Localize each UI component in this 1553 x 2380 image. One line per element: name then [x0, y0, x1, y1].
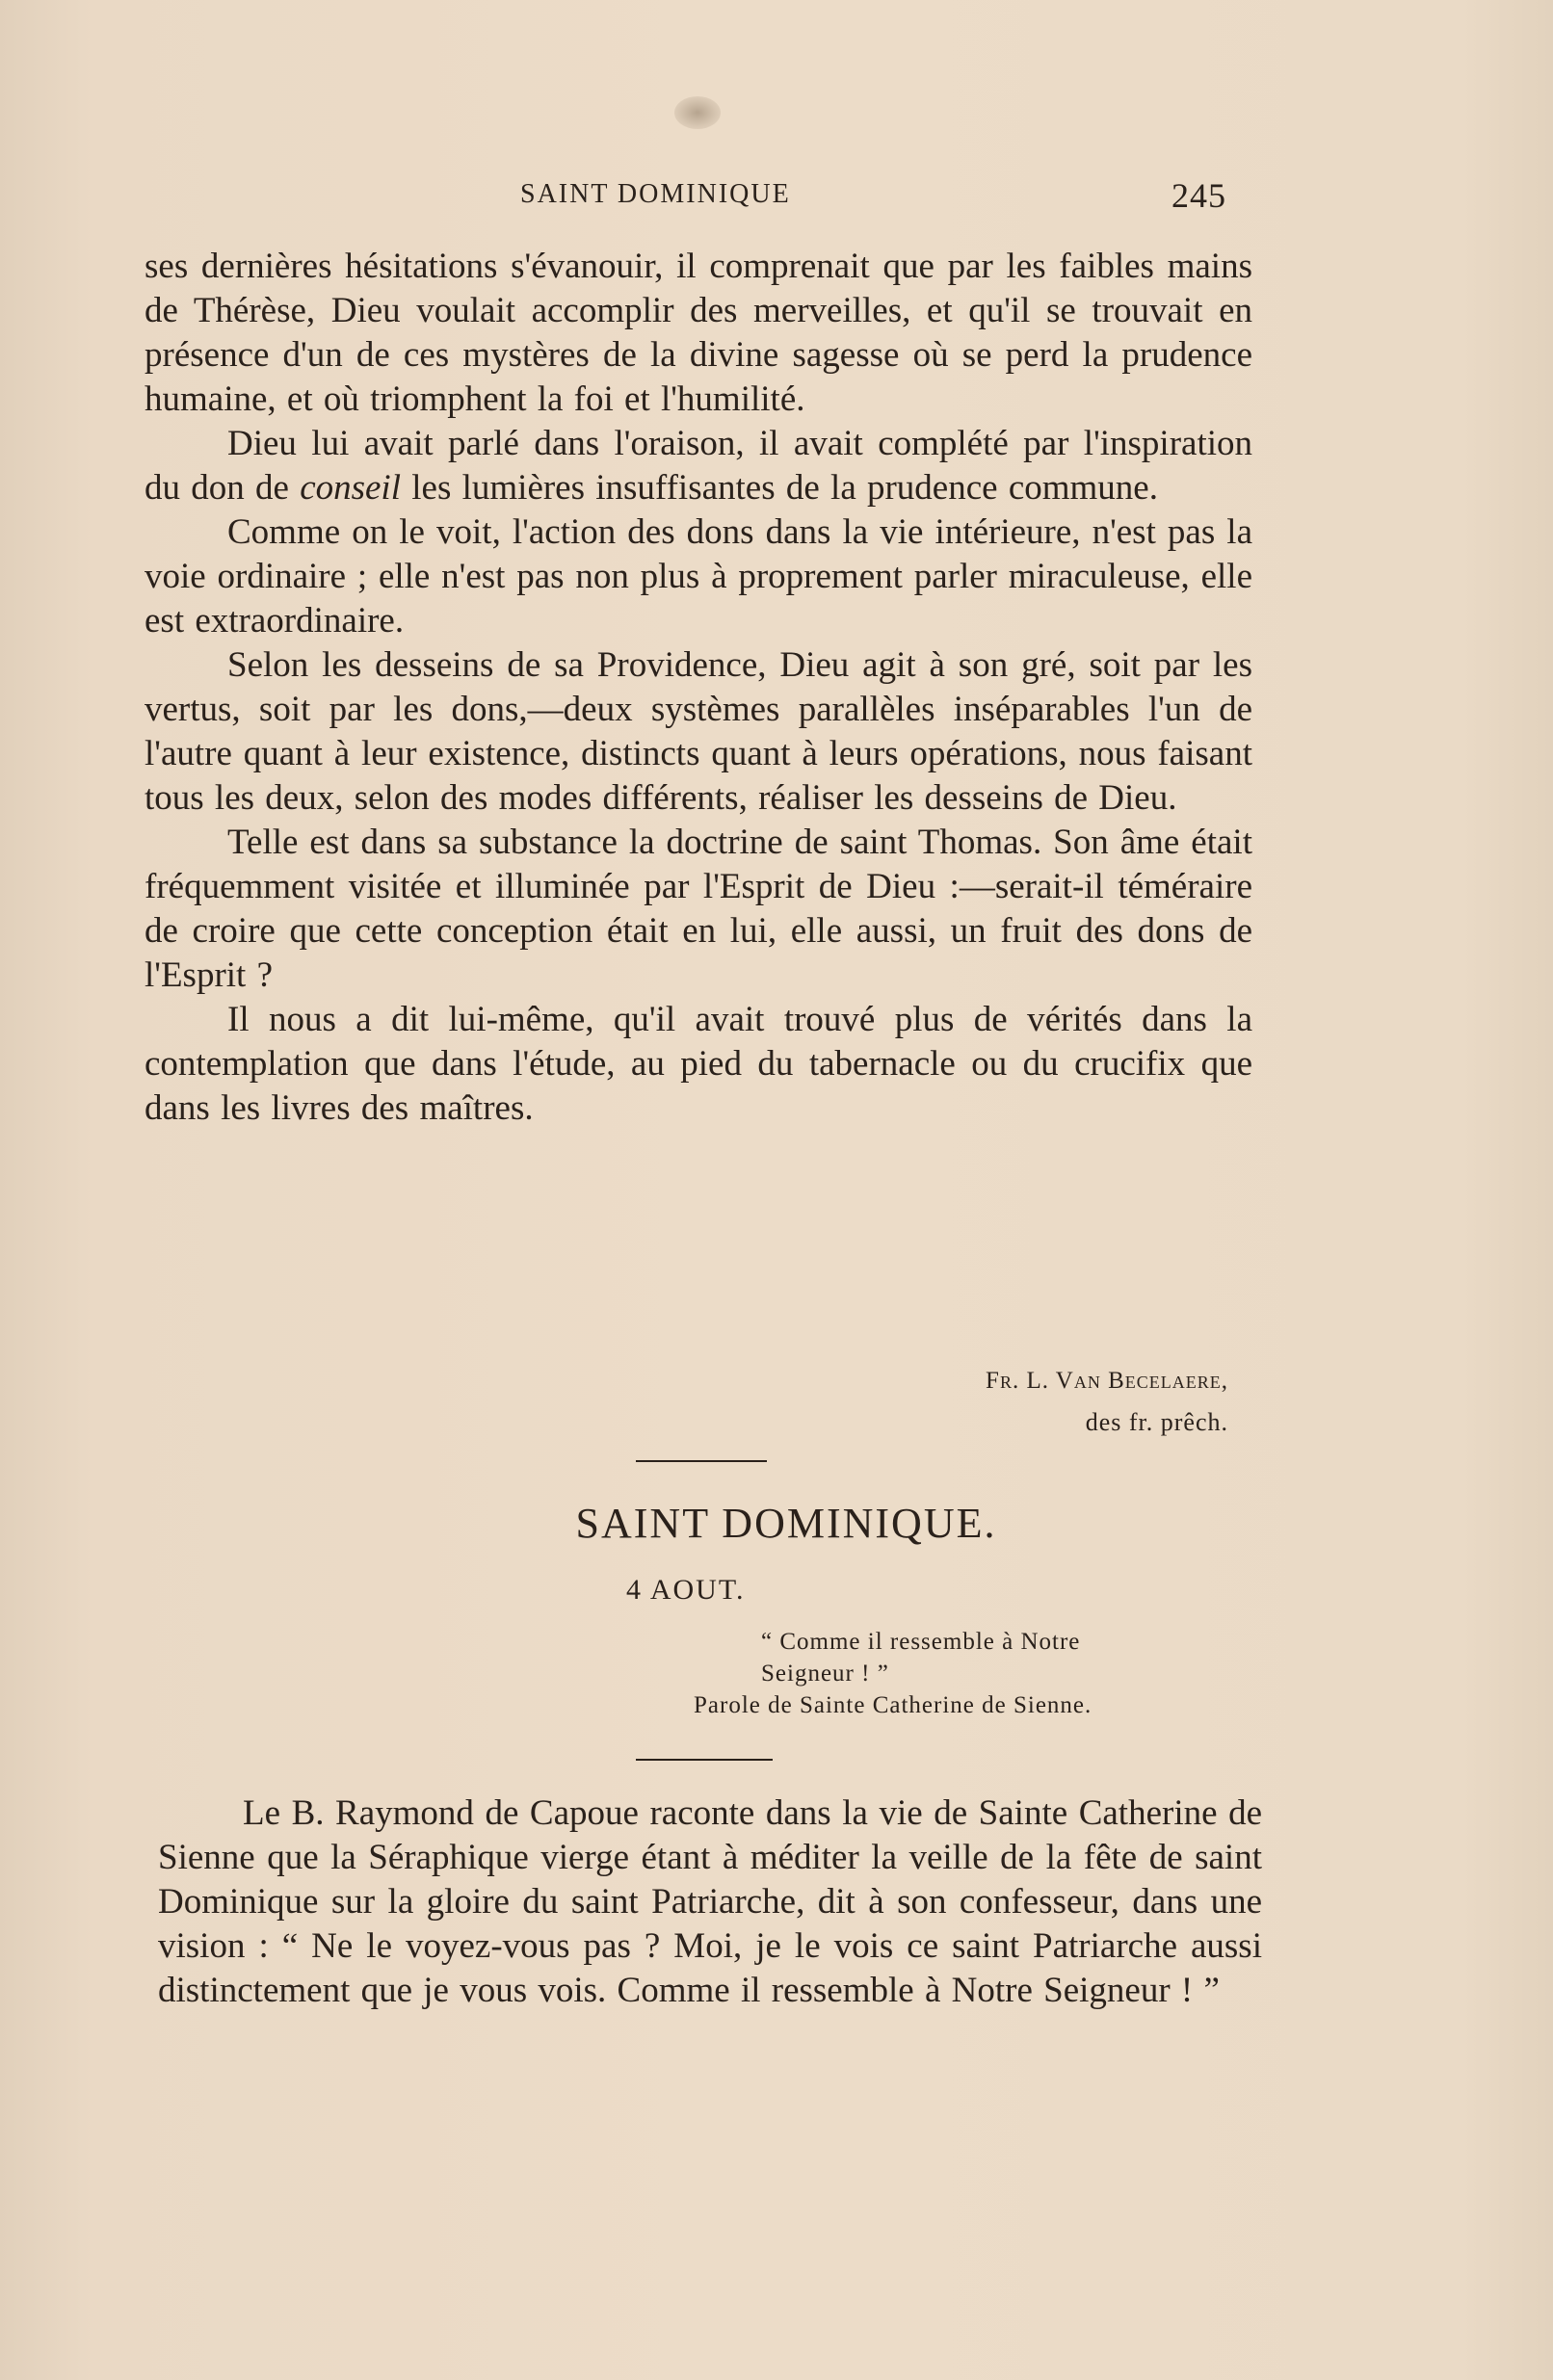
epigraph-line-1: “ Comme il ressemble à Notre — [761, 1629, 1081, 1655]
paper-stain — [674, 96, 721, 129]
section-divider — [636, 1460, 767, 1462]
section-title: SAINT DOMINIQUE. — [575, 1500, 997, 1547]
paragraph-5: Telle est dans sa substance la doctrine de saint Thomas. Son âme était fréquemment visitée et illuminée par l'Esprit de Dieu :—serait-il téméraire de croire que cette conception était en lui, elle aussi, un fruit des dons de l'Esprit ? — [145, 823, 1252, 995]
emphasis-conseil: conseil — [300, 468, 401, 508]
paragraph-3: Comme on le voit, l'action des dons dans la vie intérieure, n'est pas la voie ordinaire ; elle n'est pas non plus à proprement parler miraculeuse, elle est extraordinaire. — [145, 512, 1252, 641]
paragraph-4: Selon les desseins de sa Providence, Dieu agit à son gré, soit par les vertus, soit par les dons,—deux systèmes parallèles inséparables l'un de l'autre quant à leur existence, distincts quant à leurs opérations, nous faisant tous les deux, selon des modes différents, réaliser les desseins de Dieu. — [145, 645, 1252, 818]
paragraph-2-start: Dieu lui avait parlé dans l'oraison, il avait complété par l'inspiration du don de — [145, 424, 1252, 508]
epigraph-attribution: Parole de Sainte Catherine de Sienne. — [694, 1692, 1092, 1718]
paragraph-2 — [145, 422, 1252, 510]
paragraph-6: Il nous a dit lui-même, qu'il avait trouvé plus de vérités dans la contemplation que dans l'étude, au pied du tabernacle ou du crucifix que dans les livres des maîtres. — [145, 1000, 1252, 1128]
section-date: 4 AOUT. — [626, 1574, 746, 1606]
section-text — [158, 1792, 1262, 2013]
paragraph-2-end: les lumières insuffisantes de la prudence commune. — [411, 468, 1158, 508]
signature-order: des fr. prêch. — [1085, 1408, 1228, 1436]
signature-name: Fr. L. Van Becelaere, — [986, 1368, 1228, 1394]
main-text — [145, 245, 1252, 1131]
paragraph-1: ses dernières hésitations s'évanouir, il comprenait que par les faibles mains de Thérèse, Dieu voulait accomplir des merveilles, et qu'il se trouvait en présence d'un de ces mystères de la divine sagesse où se perd la prudence humaine, et où triomphent la foi et l'humilité. — [145, 247, 1252, 419]
epigraph-divider — [636, 1759, 773, 1761]
epigraph — [674, 1626, 1262, 1721]
page-number: 245 — [1171, 176, 1226, 215]
section-paragraph: Le B. Raymond de Capoue raconte dans la vie de Sainte Catherine de Sienne que la Séraphique vierge étant à méditer la veille de la fête de saint Dominique sur la gloire du saint Patriarche, dit à son confesseur, dans une vision : “ Ne le voyez-vous pas ? Moi, je le vois ce saint Patriarche aussi distinctement que je vous vois. Comme il ressemble à Notre Seigneur ! ” — [158, 1793, 1262, 2010]
epigraph-line-2: Seigneur ! ” — [761, 1661, 889, 1687]
running-head: SAINT DOMINIQUE — [520, 179, 791, 209]
